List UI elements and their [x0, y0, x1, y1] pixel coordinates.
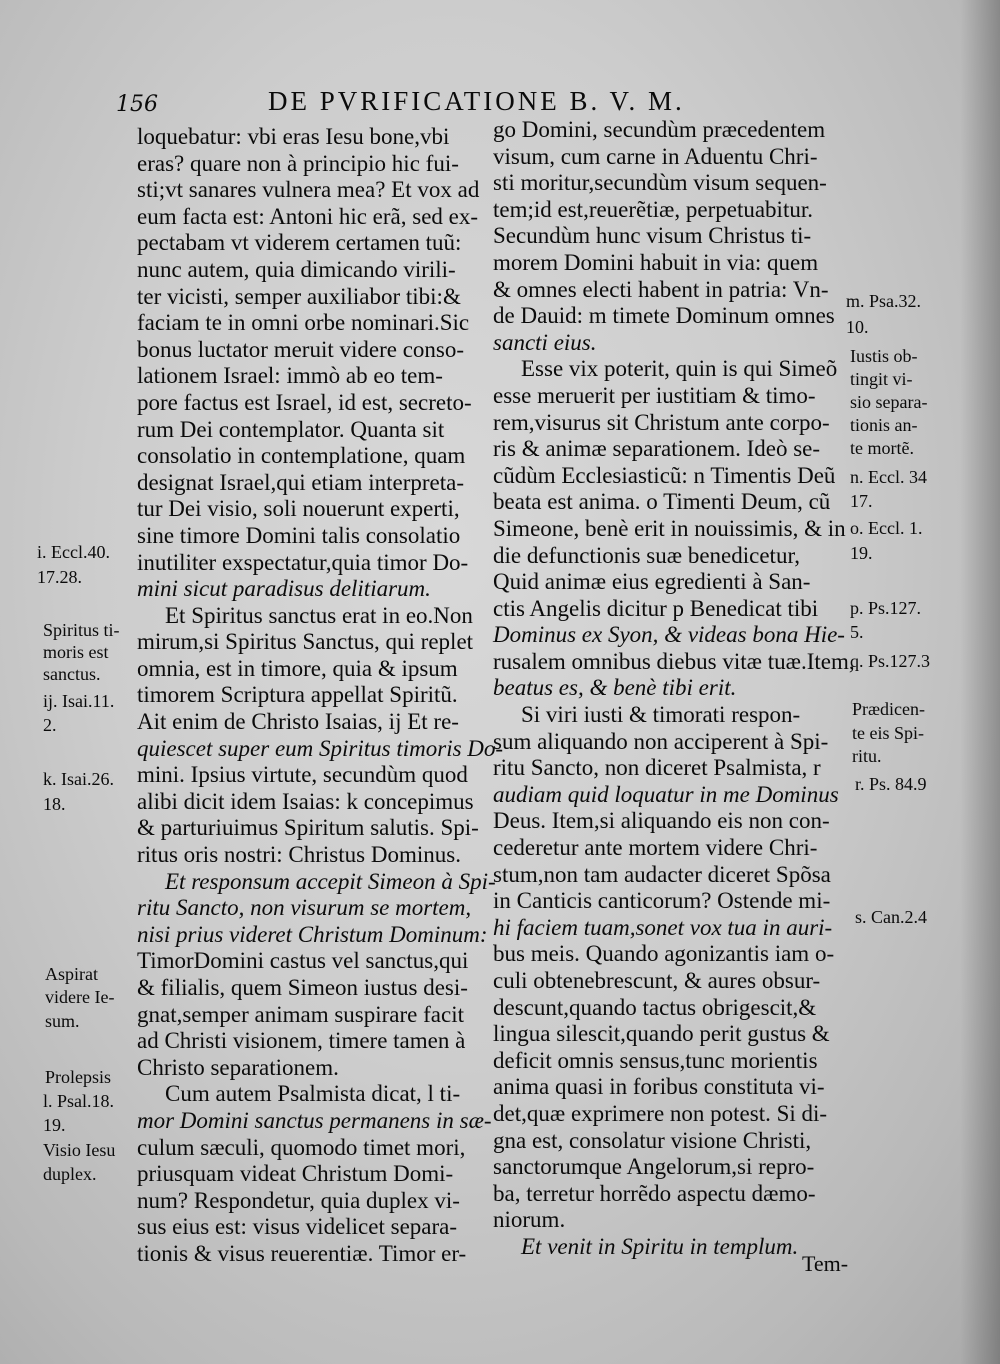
margin-note: Iustis ob- — [850, 346, 918, 366]
text-line: inutiliter exspectatur,quia timor Do- — [137, 549, 469, 575]
margin-note: tingit vi- — [850, 369, 913, 389]
text-line: beatus es, & benè tibi erit. — [493, 675, 737, 701]
text-line: consolatio in contemplatione, quam — [137, 443, 466, 469]
text-line: timorem Scriptura appellat Spiritũ. — [137, 682, 458, 708]
text-line: ad Christi visionem, timere tamen à — [137, 1028, 466, 1054]
text-line: Et responsum accepit Simeon à Spi- — [165, 868, 496, 894]
margin-note: q. Ps.127.3 — [850, 651, 931, 671]
text-line: quiescet super eum Spiritus timoris Do- — [137, 735, 504, 761]
text-line: designat Israel,qui etiam interpreta- — [137, 469, 464, 495]
text-line: mirum,si Spiritus Sanctus, qui replet — [137, 629, 474, 655]
text-line: pectabam vt viderem certamen tuũ: — [137, 230, 462, 256]
text-line: eras? quare non à principio hic fui- — [137, 150, 459, 176]
text-line: Ait enim de Christo Isaias, ij Et re- — [137, 709, 459, 735]
text-line: cederetur ante mortem videre Chri- — [493, 835, 818, 861]
left-text-column — [137, 124, 504, 1268]
margin-note: 17.28. — [37, 567, 82, 587]
margin-note: ij. Isai.11. — [43, 691, 115, 711]
margin-note: Aspirat — [45, 964, 98, 984]
margin-note: videre Ie- — [45, 987, 115, 1007]
text-line: & parturiuimus Spiritum salutis. Spi- — [137, 815, 479, 841]
margin-note: Visio Iesu — [43, 1140, 116, 1160]
margin-note: tionis an- — [850, 415, 918, 435]
text-line: sus eius est: visus videlicet separa- — [137, 1214, 458, 1240]
text-line: audiam quid loquatur in me Dominus — [493, 781, 839, 807]
text-line: sanctorumque Angelorum,si repro- — [493, 1154, 815, 1180]
text-line: die defunctionis suæ benedicetur, — [493, 542, 800, 568]
text-line: nunc autem, quia dimicando virili- — [137, 256, 456, 282]
text-line: loquebatur: vbi eras Iesu bone,vbi — [137, 124, 450, 149]
margin-note: 2. — [43, 715, 57, 735]
margin-note: i. Eccl.40. — [37, 542, 110, 562]
text-line: sancti eius. — [493, 329, 597, 355]
margin-note: n. Eccl. 34 — [850, 467, 927, 487]
margin-note: sio separa- — [850, 392, 928, 412]
text-line: morem Domini habuit in via: quem — [493, 249, 819, 275]
text-line: descunt,quando tactus obrigescit,& — [493, 994, 817, 1020]
text-line: Esse vix poterit, quin is qui Simeõ — [521, 356, 838, 382]
text-line: mor Domini sanctus permanens in sæ- — [137, 1107, 492, 1133]
text-line: anima quasi in foribus constituta vi- — [493, 1074, 825, 1100]
text-line: mini. Ipsius virtute, secundùm quod — [137, 762, 468, 788]
page-binding-shadow — [960, 0, 1000, 1364]
margin-note: duplex. — [43, 1164, 97, 1184]
text-line: visum, cum carne in Aduentu Chri- — [493, 143, 818, 169]
text-line: Dominus ex Syon, & videas bona Hie- — [493, 622, 845, 648]
text-line: sti moritur,secundùm visum sequen- — [493, 170, 827, 196]
margin-note: te mortẽ. — [850, 438, 914, 458]
margin-note: Prædicen- — [852, 699, 925, 719]
text-line: sum aliquando non acciperent à Spi- — [493, 728, 829, 754]
text-line: cũdùm Ecclesiasticũ: n Timentis Deũ — [493, 462, 836, 488]
margin-note: sum. — [45, 1011, 80, 1031]
text-line: ctis Angelis dicitur p Benedicat tibi — [493, 595, 819, 621]
text-line: eum facta est: Antoni hic erã, sed ex- — [137, 203, 479, 229]
text-line: Et venit in Spiritu in templum. — [521, 1233, 799, 1259]
running-head: DE PVRIFICATIONE B. V. M. — [268, 86, 685, 116]
text-line: Christo separationem. — [137, 1054, 339, 1080]
text-line: rusalem omnibus diebus vitæ tuæ.Item, — [493, 648, 855, 674]
text-line: pore factus est Israel, id est, secreto- — [137, 389, 472, 415]
text-line: alibi dicit idem Isaias: k concepimus — [137, 788, 474, 814]
text-line: & filialis, quem Simeon iustus desi- — [137, 975, 468, 1000]
text-line: Si viri iusti & timorati respon- — [521, 702, 801, 728]
margin-note: 5. — [850, 622, 864, 642]
text-line: ter vicisti, semper auxiliabor tibi:& — [137, 283, 461, 309]
text-line: esse meruerit per iustitiam & timo- — [493, 382, 816, 408]
text-line: bonus luctator meruit videre conso- — [137, 336, 465, 362]
text-line: hi faciem tuam,sonet vox tua in auri- — [493, 914, 833, 940]
text-line: ritu Sancto, non visurum se mortem, — [137, 895, 472, 921]
text-line: beata est anima. o Timenti Deum, cũ — [493, 489, 831, 515]
text-line: ba, terretur horrẽdo aspectu dæmo- — [493, 1180, 816, 1206]
text-line: omnia, est in timore, quia & ipsum — [137, 655, 458, 681]
text-line: faciam te in omni orbe nominari.Sic — [137, 310, 470, 336]
text-line: sine timore Domini talis consolatio — [137, 522, 461, 548]
text-line: TimorDomini castus vel sanctus,qui — [137, 948, 469, 974]
text-line: Simeone, benè erit in nouissimis, & in — [493, 515, 846, 541]
text-line: rem,visurus sit Christum ante corpo- — [493, 409, 830, 435]
catchword: Tem- — [802, 1251, 849, 1276]
text-line: sti;vt sanares vulnera mea? Et vox ad — [137, 177, 480, 203]
text-line: & omnes electi habent in patria: Vn- — [493, 276, 829, 302]
text-line: num? Respondetur, quia duplex vi- — [137, 1187, 460, 1213]
text-line: lationem Israel: immò ab eo tem- — [137, 363, 443, 389]
text-line: ritus oris nostri: Christus Dominus. — [137, 842, 461, 868]
page-number: 156 — [116, 92, 158, 117]
text-line: Et Spiritus sanctus erat in eo.Non — [165, 602, 473, 628]
margin-note: Prolepsis — [45, 1067, 112, 1087]
margin-note: sanctus. — [43, 664, 101, 684]
text-line: tionis & visus reuerentiæ. Timor er- — [137, 1240, 467, 1266]
text-line: bus meis. Quando agonizantis iam o- — [493, 941, 835, 967]
text-line: tur Dei visio, soli nouerunt experti, — [137, 496, 460, 522]
text-line: mini sicut paradisus delitiarum. — [137, 576, 431, 602]
margin-note: m. Psa.32. — [846, 291, 922, 311]
margin-note: l. Psal.18. — [43, 1091, 115, 1111]
margin-note: k. Isai.26. — [43, 769, 114, 789]
margin-note: 17. — [850, 491, 873, 511]
text-line: Deus. Item,si aliquando eis non con- — [493, 808, 830, 834]
text-line: Quid animæ eius egredienti à San- — [493, 569, 811, 595]
text-line: de Dauid: m timete Dominum omnes — [493, 303, 835, 329]
text-line: culum sæculi, quomodo timet mori, — [137, 1134, 466, 1160]
margin-note: moris est — [43, 642, 109, 662]
text-line: go Domini, secundùm præcedentem — [493, 117, 826, 142]
text-line: stum,non tam audacter diceret Spõsa — [493, 861, 831, 887]
margin-note: te eis Spi- — [852, 723, 924, 743]
margin-note: 18. — [43, 794, 66, 814]
text-line: det,quæ exprimere non potest. Si di- — [493, 1100, 828, 1126]
text-line: Secundùm hunc visum Christus ti- — [493, 223, 812, 249]
margin-note: p. Ps.127. — [850, 598, 922, 618]
text-line: ritu Sancto, non diceret Psalmista, r — [493, 755, 821, 781]
margin-note: 19. — [43, 1115, 66, 1135]
text-line: priusquam videat Christum Domi- — [137, 1161, 454, 1187]
margin-note: o. Eccl. 1. — [850, 518, 923, 538]
text-line: ris & animæ separationem. Ideò se- — [493, 436, 821, 462]
text-line: gnat,semper animam suspirare facit — [137, 1001, 464, 1027]
text-line: Cum autem Psalmista dicat, l ti- — [165, 1081, 461, 1107]
margin-note: 10. — [846, 317, 869, 337]
right-text-column — [493, 117, 855, 1261]
text-line: deficit omnis sensus,tunc morientis — [493, 1047, 818, 1073]
margin-note: r. Ps. 84.9 — [855, 774, 927, 794]
margin-note: Spiritus ti- — [43, 620, 120, 640]
text-line: tem;id est,reuerẽtiæ, perpetuabitur. — [493, 196, 813, 222]
margin-note: 19. — [850, 543, 873, 563]
text-line: nisi prius videret Christum Dominum: — [137, 921, 488, 947]
margin-note: s. Can.2.4 — [855, 907, 927, 927]
text-line: niorum. — [493, 1207, 566, 1233]
text-line: rum Dei contemplator. Quanta sit — [137, 416, 445, 442]
text-line: culi obtenebrescunt, & aures obsur- — [493, 968, 821, 993]
text-line: in Canticis canticorum? Ostende mi- — [493, 888, 831, 914]
text-line: lingua silescit,quando perit gustus & — [493, 1021, 830, 1047]
text-line: gna est, consolatur visione Christi, — [493, 1127, 812, 1153]
margin-note: ritu. — [852, 746, 882, 766]
